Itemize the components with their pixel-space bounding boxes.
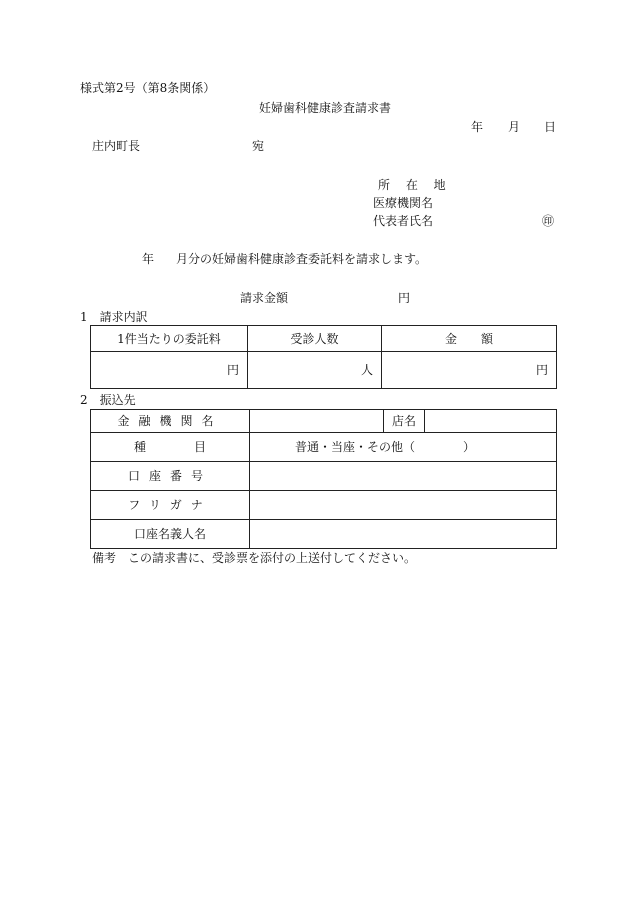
claim-breakdown-table	[90, 325, 557, 389]
representative-label: 代表者氏名	[373, 214, 434, 228]
date-month-label: 月	[508, 120, 521, 134]
account-type-options[interactable]: 普通・当座・その他（ ）	[250, 433, 557, 462]
header-patient-count: 受診人数	[248, 326, 382, 352]
form-number: 様式第2号（第8条関係）	[80, 81, 216, 95]
institution-label: 医療機関名	[373, 196, 434, 210]
account-holder-label: 口座名義人名	[91, 520, 250, 549]
request-sentence: 月分の妊婦歯科健康診査委託料を請求します。	[176, 252, 428, 266]
bank-name-field[interactable]	[250, 410, 384, 433]
header-unit-fee: 1件当たりの委託料	[91, 326, 248, 352]
section1-heading: 1 請求内訳	[80, 310, 148, 324]
branch-label: 店名	[384, 410, 425, 433]
branch-field[interactable]	[425, 410, 557, 433]
account-number-field[interactable]	[250, 462, 557, 491]
addressee-suffix: 宛	[252, 139, 265, 153]
header-amount: 金 額	[382, 326, 557, 352]
patient-count-cell[interactable]: 人	[248, 352, 382, 389]
date-day-label: 日	[544, 120, 557, 134]
addressee-name: 庄内町長	[92, 139, 141, 153]
table-row	[91, 520, 557, 549]
bank-transfer-table	[90, 409, 557, 549]
section2-heading: 2 振込先	[80, 393, 136, 407]
furigana-label: フリガナ	[91, 491, 250, 520]
furigana-field[interactable]	[250, 491, 557, 520]
bank-name-label: 金融機関名	[91, 410, 250, 433]
table-row	[91, 410, 557, 433]
account-type-label: 種 目	[91, 433, 250, 462]
claim-amount-label: 請求金額	[240, 291, 289, 305]
request-year-label: 年	[142, 252, 155, 266]
page-title: 妊婦歯科健康診査請求書	[259, 101, 392, 115]
claim-amount-unit: 円	[398, 291, 411, 305]
amount-cell[interactable]: 円	[382, 352, 557, 389]
table-row	[91, 352, 557, 389]
unit-fee-cell[interactable]: 円	[91, 352, 248, 389]
remarks: 備考 この請求書に、受診票を添付の上送付してください。	[92, 551, 417, 565]
table-header-row	[91, 326, 557, 352]
account-holder-field[interactable]	[250, 520, 557, 549]
location-label: 所 在 地	[378, 178, 452, 192]
table-row	[91, 491, 557, 520]
table-row	[91, 462, 557, 491]
seal-icon: ㊞	[542, 214, 555, 228]
table-row	[91, 433, 557, 462]
account-number-label: 口座番号	[91, 462, 250, 491]
date-year-label: 年	[471, 120, 484, 134]
